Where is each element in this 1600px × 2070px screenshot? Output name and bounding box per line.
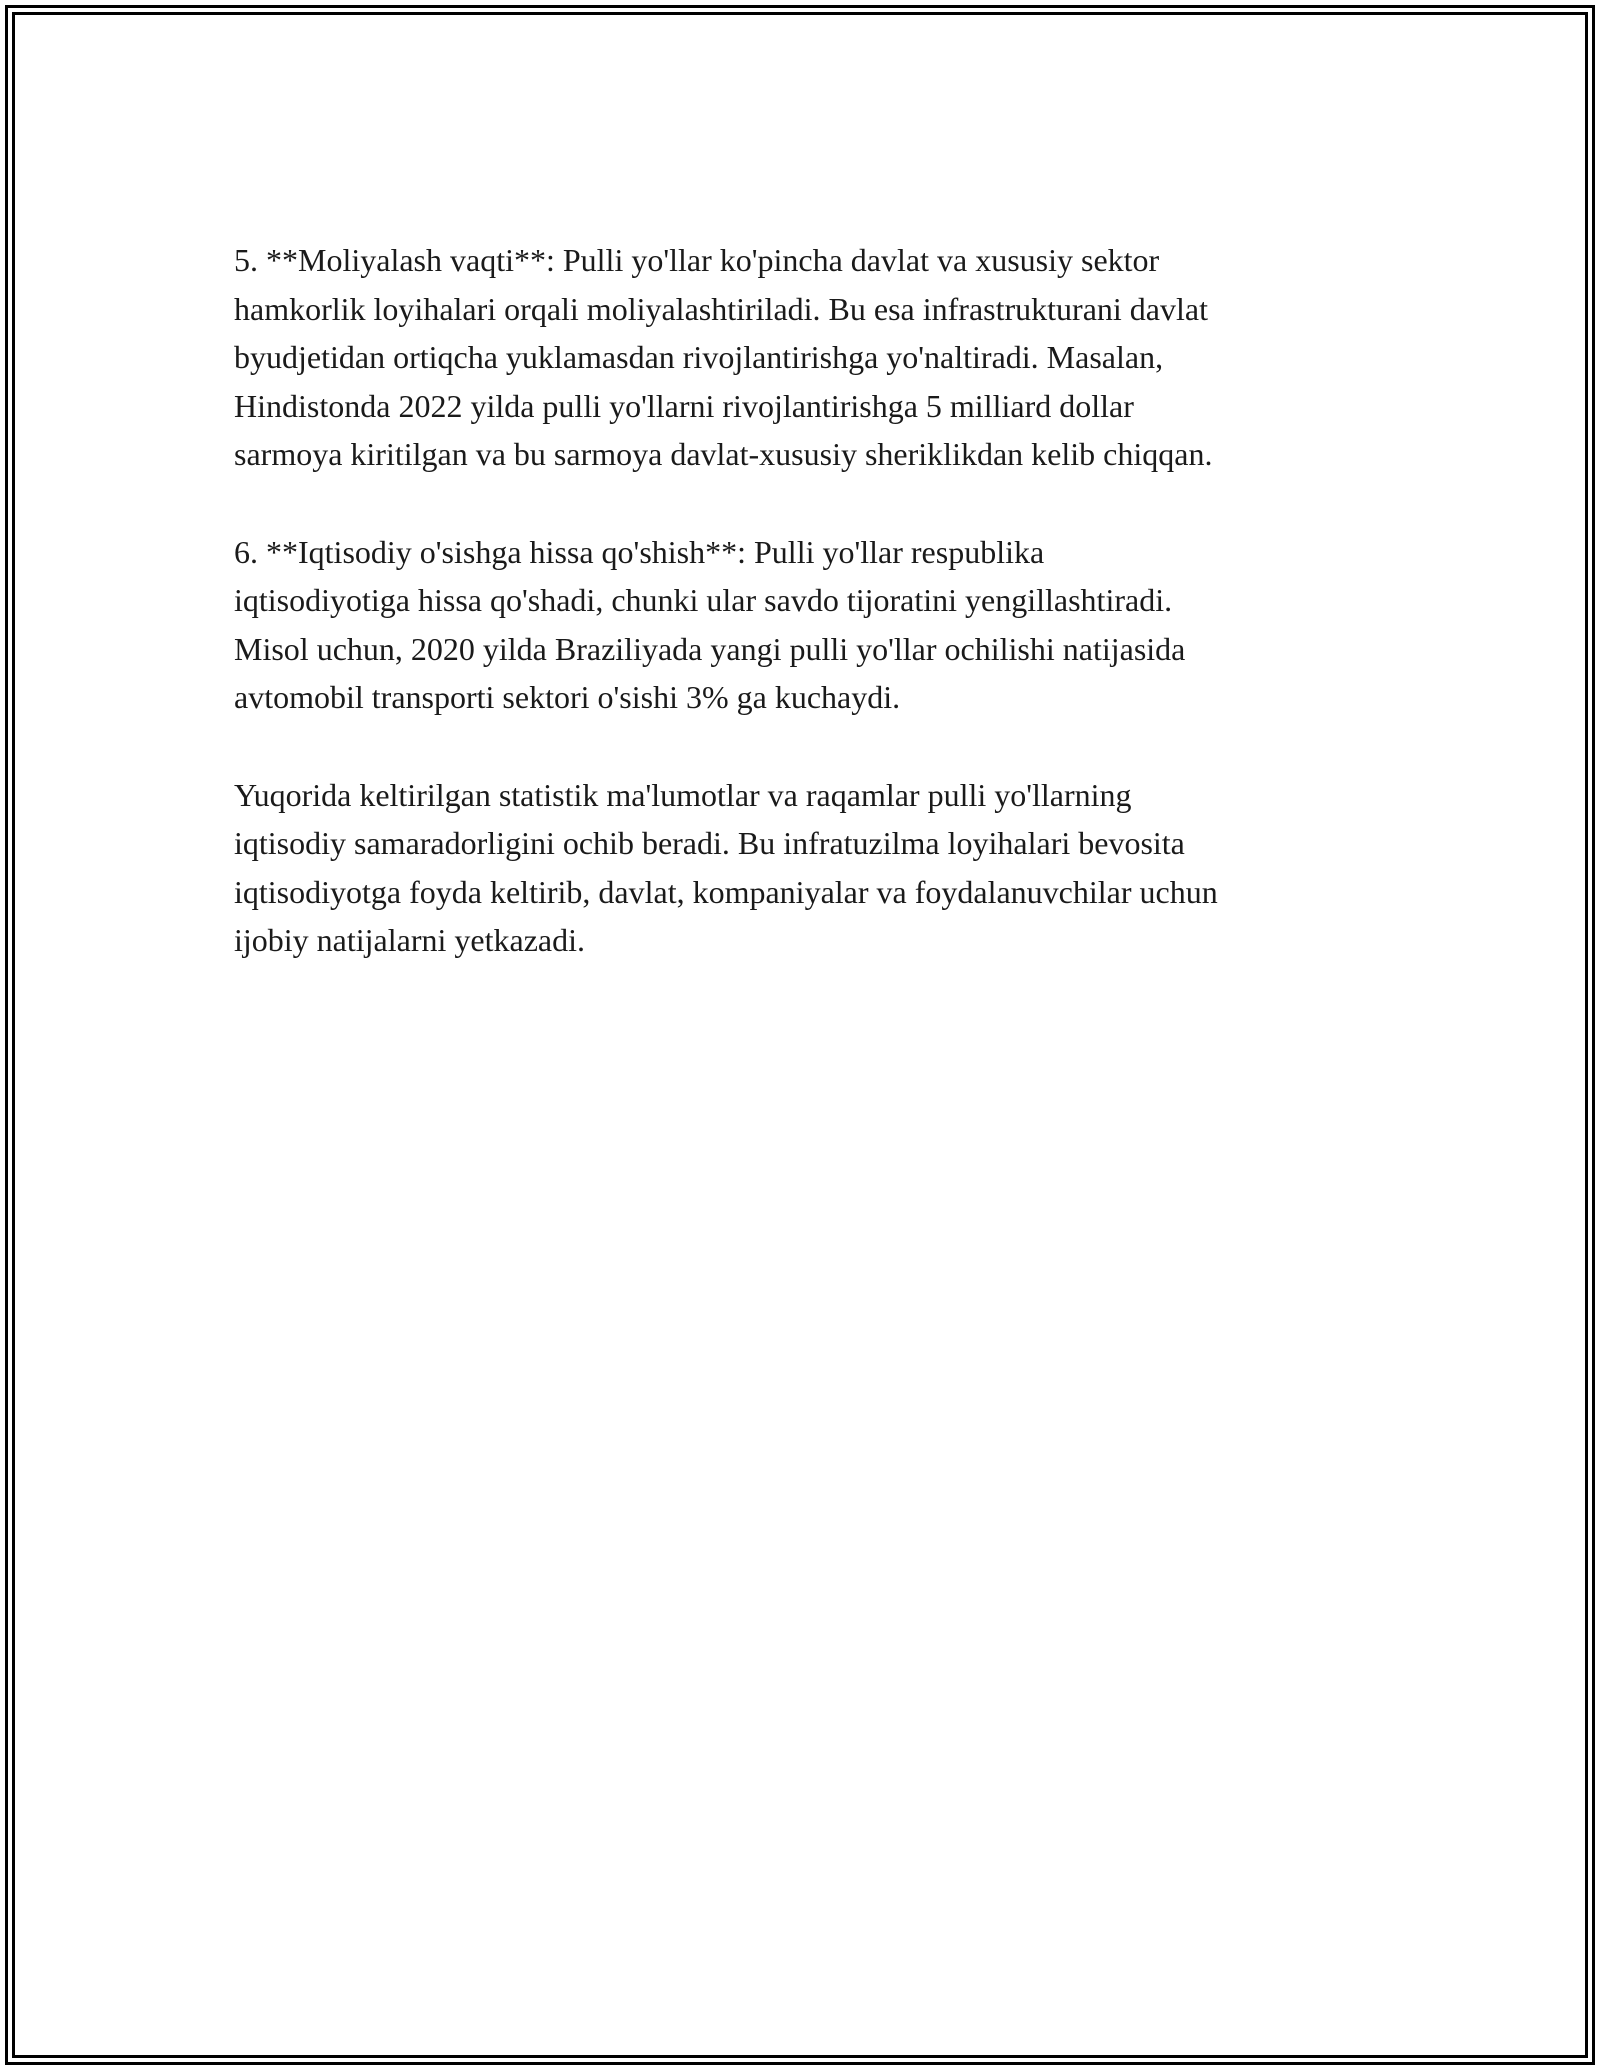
document-body xyxy=(234,236,1374,1014)
text-line: Misol uchun, 2020 yilda Braziliyada yangi pulli yo'llar ochilishi natijasida xyxy=(234,630,1186,667)
text-line: iqtisodiyotiga hissa qo'shadi, chunki ular savdo tijoratini yengillashtiradi. xyxy=(234,582,1173,618)
text-line: sarmoya kiritilgan va bu sarmoya davlat-xususiy sheriklikdan kelib chiqqan. xyxy=(234,436,1213,472)
text-line: iqtisodiyotga foyda keltirib, davlat, kompaniyalar va foydalanuvchilar uchun xyxy=(234,873,1218,910)
text-line: byudjetidan ortiqcha yuklamasdan rivojlantirishga yo'naltiradi. Masalan, xyxy=(234,339,1164,375)
text-line: avtomobil transporti sektori o'sishi 3% ga kuchaydi. xyxy=(234,679,901,715)
text-line: hamkorlik loyihalari orqali moliyalashtiriladi. Bu esa infrastrukturani davlat xyxy=(234,290,1208,327)
paragraph-economic-growth xyxy=(234,528,1374,722)
text-line: ijobiy natijalarni yetkazadi. xyxy=(234,922,585,958)
text-line: Yuqorida keltirilgan statistik ma'lumotlar va raqamlar pulli yo'llarning xyxy=(234,776,1132,813)
paragraph-conclusion xyxy=(234,771,1374,965)
text-line: iqtisodiy samaradorligini ochib beradi. Bu infratuzilma loyihalari bevosita xyxy=(234,825,1185,861)
text-line: 5. **Moliyalash vaqti**: Pulli yo'llar ko'pincha davlat va xususiy sektor xyxy=(234,242,1160,278)
text-line: 6. **Iqtisodiy o'sishga hissa qo'shish**: Pulli yo'llar respublika xyxy=(234,533,1045,570)
paragraph-financing-time xyxy=(234,236,1374,479)
text-line: Hindistonda 2022 yilda pulli yo'llarni rivojlantirishga 5 milliard dollar xyxy=(234,387,1134,424)
